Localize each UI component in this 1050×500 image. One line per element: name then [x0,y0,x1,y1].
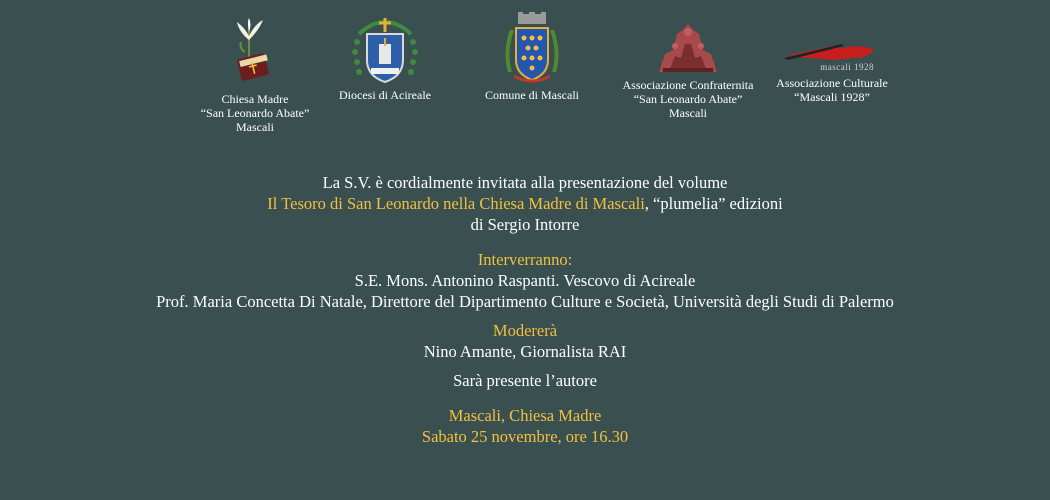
intro-line: La S.V. è cordialmente invitata alla presentazione del volume [322,173,728,192]
logo-text: mascali 1928 [820,62,874,72]
moderator-name: Nino Amante, Giornalista RAI [423,342,627,361]
book-title: Il Tesoro di San Leonardo nella Chiesa Madre di Mascali [267,194,645,213]
sponsor-logos [0,0,1050,150]
sculpture-group-icon [655,22,721,74]
speaker-raspanti: S.E. Mons. Antonino Raspanti. Vescovo di Acireale [354,271,696,290]
town-coat-of-arms-icon [502,12,562,86]
author-present: Sarà presente l’autore [453,371,597,390]
logo-caption: Associazione Confraternita “San Leonardo Abate” Mascali [622,78,754,120]
red-brush-stroke-icon [782,40,882,74]
logo-caption: Chiesa Madre “San Leonardo Abate” Mascali [200,92,310,134]
venue: Mascali, Chiesa Madre [448,406,602,425]
book-line [0,193,1050,214]
logo-caption: Comune di Mascali [485,88,579,102]
logo-confraternita [608,22,768,120]
logo-comune [472,12,592,102]
author-line: di Sergio Intorre [470,215,580,234]
logo-caption: Diocesi di Acireale [339,88,431,102]
publisher: , “plumelia” edizioni [644,194,783,213]
speakers-heading: Interverranno: [477,250,573,269]
logo-diocesi [325,12,445,102]
logo-caption: Associazione Culturale “Mascali 1928” [776,76,888,104]
moderator-heading: Modererà [492,321,558,340]
invitation-body [0,172,1050,447]
book-lily-icon [235,18,275,86]
logo-mascali-1928 [772,40,892,104]
date-time: Sabato 25 novembre, ore 16.30 [421,427,629,446]
speaker-di-natale: Prof. Maria Concetta Di Natale, Direttore del Dipartimento Culture e Società, Università degli Studi di Palermo [156,292,894,311]
bishop-coat-of-arms-icon [349,12,421,86]
logo-chiesa-madre [190,18,320,134]
